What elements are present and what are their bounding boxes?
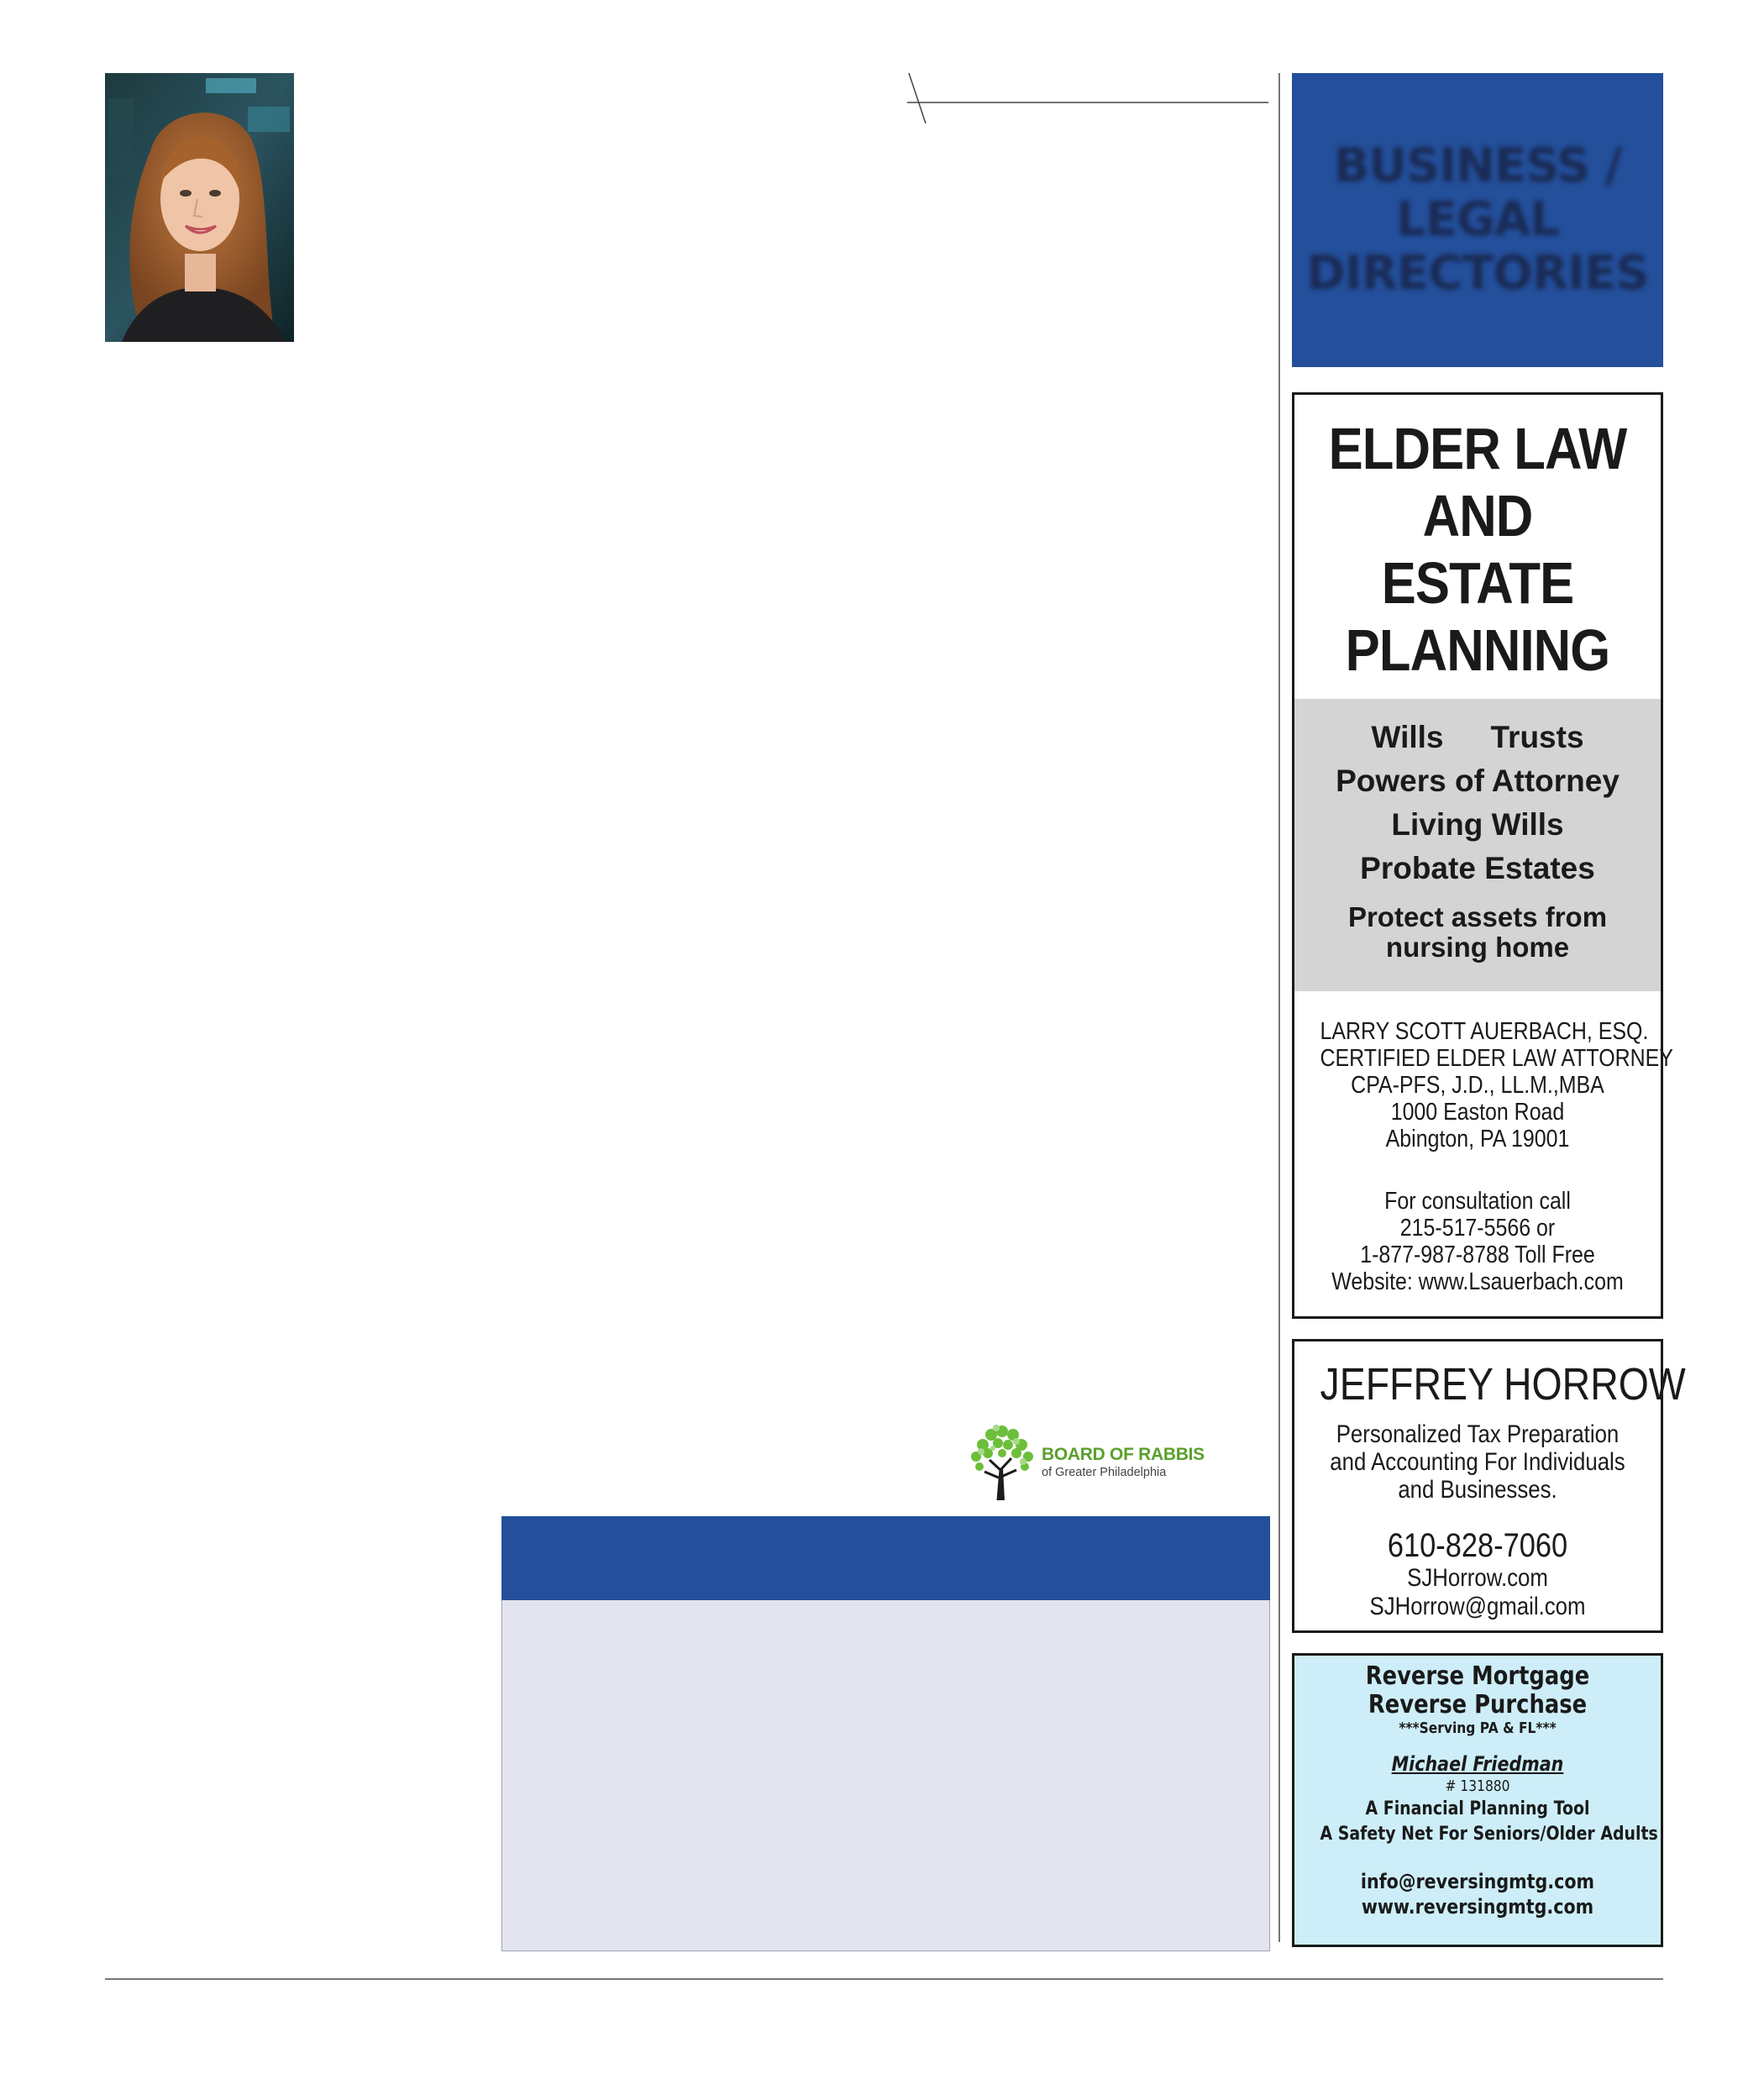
contact-line: CPA-PFS, J.D., LL.M.,MBA (1351, 1072, 1604, 1099)
reverse-mortgage-ad (1292, 1653, 1663, 1947)
description-line: and Businesses. (1398, 1476, 1557, 1504)
column-divider (1278, 73, 1280, 1942)
description-line: Personalized Tax Preparation (1336, 1420, 1620, 1448)
tagline: A Financial Planning Tool (1365, 1798, 1590, 1819)
advertiser-name: Michael Friedman (1391, 1752, 1564, 1776)
elder-law-ad (1292, 392, 1673, 1319)
service-area: ***Serving PA & FL*** (1399, 1719, 1557, 1737)
header-rule-slash (890, 69, 1268, 128)
service-item: Wills (1371, 720, 1444, 754)
tree-icon (964, 1420, 1040, 1504)
horrow-description (1294, 1420, 1661, 1504)
logo-name: BOARD OF RABBIS (1042, 1445, 1205, 1464)
elder-law-contact (1294, 991, 1673, 1295)
page-bottom-rule (105, 1978, 1663, 1980)
contact-line: LARRY SCOTT AUERBACH, ESQ. (1320, 1018, 1649, 1045)
advertiser-name: JEFFREY HORROW (1320, 1359, 1686, 1410)
protect-assets-note (1294, 902, 1661, 963)
elder-law-services (1294, 699, 1661, 991)
contact-line: 1000 Easton Road (1390, 1099, 1565, 1126)
banner-line-3: DIRECTORIES (1306, 245, 1649, 301)
banner-heading (1306, 139, 1648, 300)
protect-line: nursing home (1385, 932, 1570, 963)
elder-title-line: ELDER LAW (1328, 416, 1627, 481)
service-item: Probate Estates (1360, 851, 1595, 885)
website-link[interactable]: SJHorrow.com (1407, 1564, 1548, 1592)
service-item: Powers of Attorney (1336, 764, 1620, 798)
license-number: # 131880 (1445, 1777, 1510, 1795)
elder-title-line: PLANNING (1345, 617, 1610, 683)
board-of-rabbis-logo (964, 1420, 1216, 1504)
ad-heading: Reverse Mortgage (1365, 1662, 1590, 1691)
elder-title-line: AND (1422, 483, 1533, 549)
description-line: and Accounting For Individuals (1330, 1448, 1625, 1476)
service-item: Living Wills (1391, 807, 1564, 842)
toll-free-number: 1-877-987-8788 Toll Free (1360, 1242, 1595, 1268)
contact-line: CERTIFIED ELDER LAW ATTORNEY (1320, 1045, 1673, 1072)
protect-line: Protect assets from (1347, 901, 1608, 932)
elder-title-line: ESTATE (1381, 550, 1574, 616)
service-item: Trusts (1490, 720, 1584, 754)
elder-law-ad-title (1294, 395, 1661, 699)
email-link[interactable]: info@reversingmtg.com (1360, 1870, 1595, 1893)
phone-number: 215-517-5566 or (1399, 1215, 1556, 1242)
consult-line: For consultation call (1384, 1188, 1571, 1215)
email-link[interactable]: SJHorrow@gmail.com (1369, 1593, 1586, 1620)
contact-line: Abington, PA 19001 (1385, 1126, 1570, 1152)
phone-number: 610-828-7060 (1387, 1527, 1568, 1564)
horrow-tax-ad (1292, 1339, 1686, 1633)
info-panel-header (501, 1516, 1270, 1600)
tagline: A Safety Net For Seniors/Older Adults (1320, 1824, 1658, 1845)
banner-line-2: LEGAL (1396, 192, 1559, 248)
website-link[interactable]: www.reversingmtg.com (1361, 1895, 1594, 1919)
logo-subtitle: of Greater Philadelphia (1042, 1466, 1167, 1479)
info-panel-body (501, 1600, 1270, 1951)
author-headshot (105, 73, 294, 342)
business-legal-directories-banner (1292, 73, 1663, 367)
ad-heading: Reverse Purchase (1368, 1690, 1588, 1719)
banner-line-1: BUSINESS / (1333, 139, 1622, 194)
services-pair (1294, 716, 1661, 759)
website-link[interactable]: Website: www.Lsauerbach.com (1331, 1268, 1624, 1295)
